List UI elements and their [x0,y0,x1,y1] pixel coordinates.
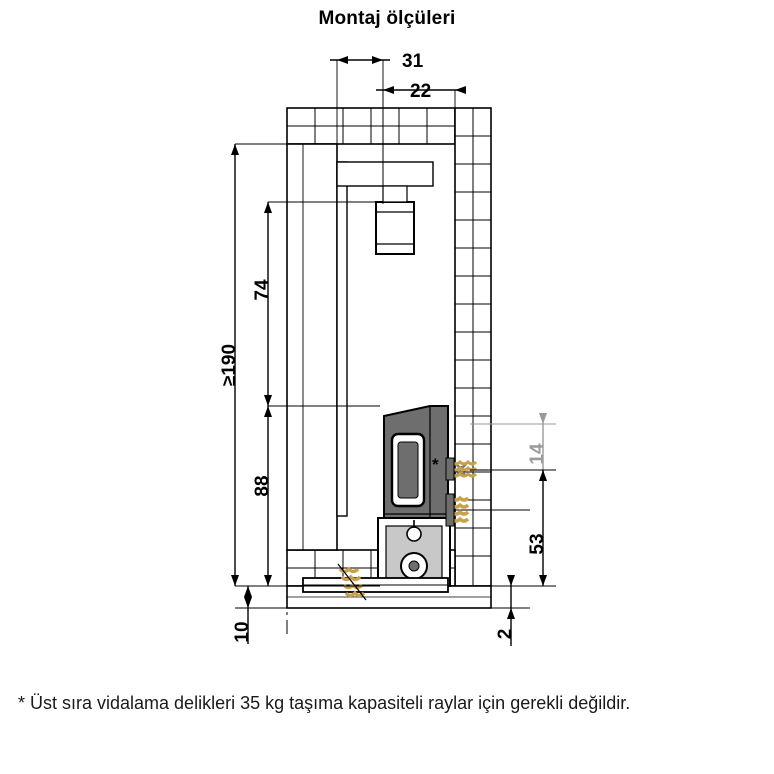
dimension-2 [491,575,530,646]
drawer-front-panel [287,144,337,550]
dimension-190 [219,144,290,586]
mounting-dimensions-drawing [0,34,774,664]
cabinet-top-panel [287,108,455,144]
page-title: Montaj ölçüleri [318,8,456,29]
dimension-31-label: 31 [402,51,424,72]
footnote-text: * Üst sıra vidalama delikleri 35 kg taşıma kapasiteli raylar için gerekli değildir. [18,693,631,713]
dimension-2-label: 2 [495,628,516,640]
dimension-53-label: 53 [527,533,548,555]
drawer-bottom-runner [303,578,448,592]
dimension-14-label: 14 [527,443,548,465]
dimension-190-label: ≥190 [219,343,240,387]
dimension-10-label: 10 [232,621,253,643]
star-marker: * [432,455,439,474]
dimension-74-label: 74 [252,279,273,301]
dimension-10 [232,586,290,644]
dimension-88-label: 88 [252,475,273,497]
dimension-22-label: 22 [410,81,432,102]
